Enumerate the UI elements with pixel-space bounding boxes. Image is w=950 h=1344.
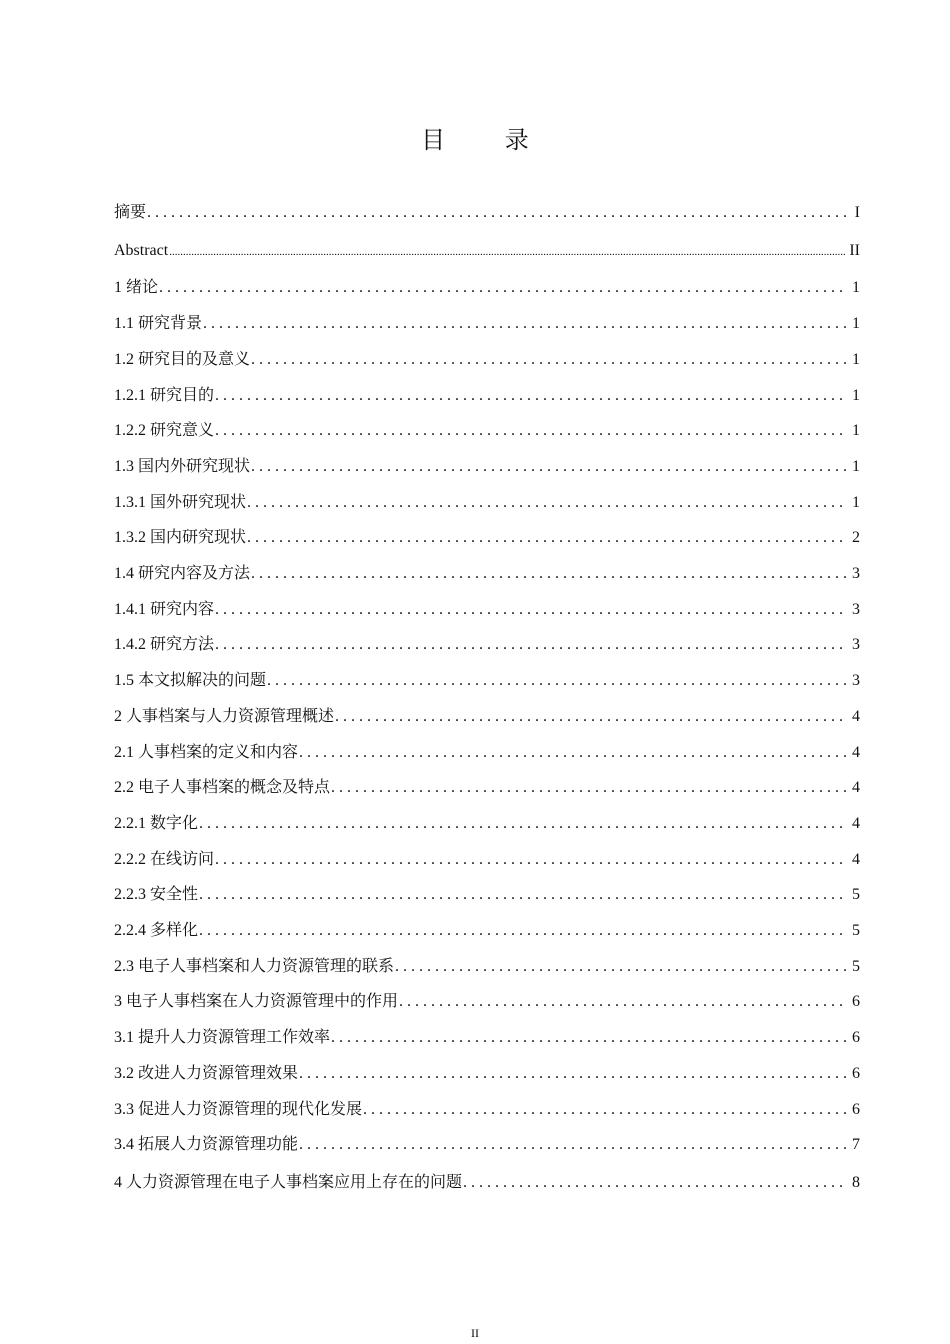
- toc-entry-label: 2.2.4 多样化: [114, 922, 199, 939]
- toc-entry[interactable]: [114, 1061, 860, 1087]
- toc-entry-label: 2.2.3 安全性: [114, 886, 199, 903]
- toc-entry-label: 1.2 研究目的及意义: [114, 351, 251, 368]
- toc-entry[interactable]: [114, 704, 860, 730]
- toc-entry-page: 1: [852, 387, 860, 404]
- toc-entry[interactable]: [114, 238, 860, 264]
- toc-entry[interactable]: [114, 1025, 860, 1051]
- toc-entry-label: 1.1 研究背景: [114, 315, 203, 332]
- toc-leader-dots: [299, 1132, 846, 1158]
- toc-entry-label: 3.2 改进人力资源管理效果: [114, 1065, 299, 1082]
- toc-leader-dots: [395, 954, 846, 980]
- toc-entry-label: 1.2.1 研究目的: [114, 387, 215, 404]
- toc-leader-dots: [267, 668, 846, 694]
- toc-leader-dots: [247, 490, 846, 516]
- toc-entry-label: 2.1 人事档案的定义和内容: [114, 744, 299, 761]
- toc-entry[interactable]: [114, 632, 860, 658]
- toc-entry-page: 6: [852, 1065, 860, 1082]
- toc-entry-page: 6: [852, 1029, 860, 1046]
- toc-entry-page: 1: [852, 494, 860, 511]
- toc-entry[interactable]: [114, 1097, 860, 1123]
- toc-entry[interactable]: [114, 561, 860, 587]
- toc-entry-label: 1.3.1 国外研究现状: [114, 494, 247, 511]
- toc-entry-page: 3: [852, 565, 860, 582]
- toc-entry-label: 摘要: [114, 204, 147, 221]
- toc-entry-page: 5: [852, 922, 860, 939]
- toc-entry[interactable]: [114, 597, 860, 623]
- toc-entry-page: 3: [852, 601, 860, 618]
- toc-entry[interactable]: [114, 490, 860, 516]
- toc-leader-dots: [363, 1097, 846, 1123]
- toc-entry-page: 6: [852, 993, 860, 1010]
- toc-leader-dots: [251, 561, 846, 587]
- toc-entry[interactable]: [114, 200, 860, 226]
- toc-entry-label: 2 人事档案与人力资源管理概述: [114, 708, 335, 725]
- toc-entry[interactable]: [114, 668, 860, 694]
- page-title: 目 录: [421, 126, 555, 154]
- toc-leader-dots: [299, 740, 846, 766]
- toc-leader-dots: [169, 239, 846, 265]
- toc-entry-page: 4: [852, 851, 860, 868]
- toc-leader-dots: [203, 311, 846, 337]
- toc-entry-page: 3: [852, 672, 860, 689]
- toc-entry[interactable]: [114, 1170, 860, 1196]
- toc-entry-page: 1: [852, 422, 860, 439]
- toc-entry[interactable]: [114, 275, 860, 301]
- toc-entry-page: 4: [852, 708, 860, 725]
- toc-leader-dots: [147, 200, 846, 226]
- toc-entry-label: 1.4.1 研究内容: [114, 601, 215, 618]
- toc-entry-page: 8: [852, 1174, 860, 1191]
- toc-leader-dots: [199, 811, 846, 837]
- toc-entry[interactable]: [114, 811, 860, 837]
- toc-leader-dots: [215, 418, 846, 444]
- toc-leader-dots: [215, 632, 846, 658]
- toc-leader-dots: [199, 918, 846, 944]
- toc-leader-dots: [331, 775, 846, 801]
- toc-leader-dots: [199, 882, 846, 908]
- toc-leader-dots: [215, 847, 846, 873]
- toc-entry-page: 1: [852, 279, 860, 296]
- toc-entry[interactable]: [114, 918, 860, 944]
- toc-entry[interactable]: [114, 775, 860, 801]
- toc-entry[interactable]: [114, 311, 860, 337]
- toc-entry-label: 2.2.1 数字化: [114, 815, 199, 832]
- toc-entry-label: 3.4 拓展人力资源管理功能: [114, 1136, 299, 1153]
- page-number-footer: II: [471, 1326, 479, 1340]
- toc-leader-dots: [215, 597, 846, 623]
- toc-entry-label: 2.2.2 在线访问: [114, 851, 215, 868]
- toc-entry[interactable]: [114, 954, 860, 980]
- toc-entry-label: 1.3 国内外研究现状: [114, 458, 251, 475]
- toc-leader-dots: [299, 1061, 846, 1087]
- toc-leader-dots: [331, 1025, 846, 1051]
- toc-entry-page: 1: [852, 351, 860, 368]
- toc-entry[interactable]: [114, 454, 860, 480]
- toc-entry-page: 5: [852, 958, 860, 975]
- toc-entry-label: 1.4 研究内容及方法: [114, 565, 251, 582]
- toc-entry-label: 1.4.2 研究方法: [114, 636, 215, 653]
- toc-leader-dots: [215, 383, 846, 409]
- toc-entry[interactable]: [114, 383, 860, 409]
- toc-entry-label: 2.3 电子人事档案和人力资源管理的联系: [114, 958, 395, 975]
- toc-entry[interactable]: [114, 847, 860, 873]
- toc-leader-dots: [399, 989, 846, 1015]
- toc-entry-label: 1.5 本文拟解决的问题: [114, 672, 267, 689]
- toc-leader-dots: [247, 525, 846, 551]
- toc-entry[interactable]: [114, 525, 860, 551]
- toc-entry-page: 1: [852, 458, 860, 475]
- toc-entry-label: 1.2.2 研究意义: [114, 422, 215, 439]
- toc-entry-page: 6: [852, 1101, 860, 1118]
- toc-entry-page: 5: [852, 886, 860, 903]
- toc-leader-dots: [463, 1170, 846, 1196]
- toc-entry[interactable]: [114, 882, 860, 908]
- toc-entry-label: 4 人力资源管理在电子人事档案应用上存在的问题: [114, 1174, 463, 1191]
- toc-entry-label: 3.3 促进人力资源管理的现代化发展: [114, 1101, 363, 1118]
- toc-entry-page: II: [849, 242, 860, 259]
- toc-entry[interactable]: [114, 740, 860, 766]
- toc-entry-label: 1.3.2 国内研究现状: [114, 529, 247, 546]
- toc-entry-page: 7: [852, 1136, 860, 1153]
- toc-entry-page: I: [854, 204, 860, 221]
- toc-entry-page: 3: [852, 636, 860, 653]
- toc-entry[interactable]: [114, 1132, 860, 1158]
- toc-leader-dots: [159, 275, 846, 301]
- toc-entry[interactable]: [114, 418, 860, 444]
- toc-entry-label: Abstract: [114, 242, 169, 259]
- toc-entry[interactable]: [114, 347, 860, 373]
- toc-entry-page: 4: [852, 815, 860, 832]
- toc-entry-label: 3 电子人事档案在人力资源管理中的作用: [114, 993, 399, 1010]
- toc-entry-label: 2.2 电子人事档案的概念及特点: [114, 779, 331, 796]
- toc-leader-dots: [335, 704, 846, 730]
- toc-entry-page: 4: [852, 744, 860, 761]
- toc-entry-label: 1 绪论: [114, 279, 159, 296]
- toc-leader-dots: [251, 454, 846, 480]
- toc-entry-label: 3.1 提升人力资源管理工作效率: [114, 1029, 331, 1046]
- toc-entry-page: 2: [852, 529, 860, 546]
- toc-entry-page: 4: [852, 779, 860, 796]
- toc-leader-dots: [251, 347, 846, 373]
- toc-entry[interactable]: [114, 989, 860, 1015]
- toc-entry-page: 1: [852, 315, 860, 332]
